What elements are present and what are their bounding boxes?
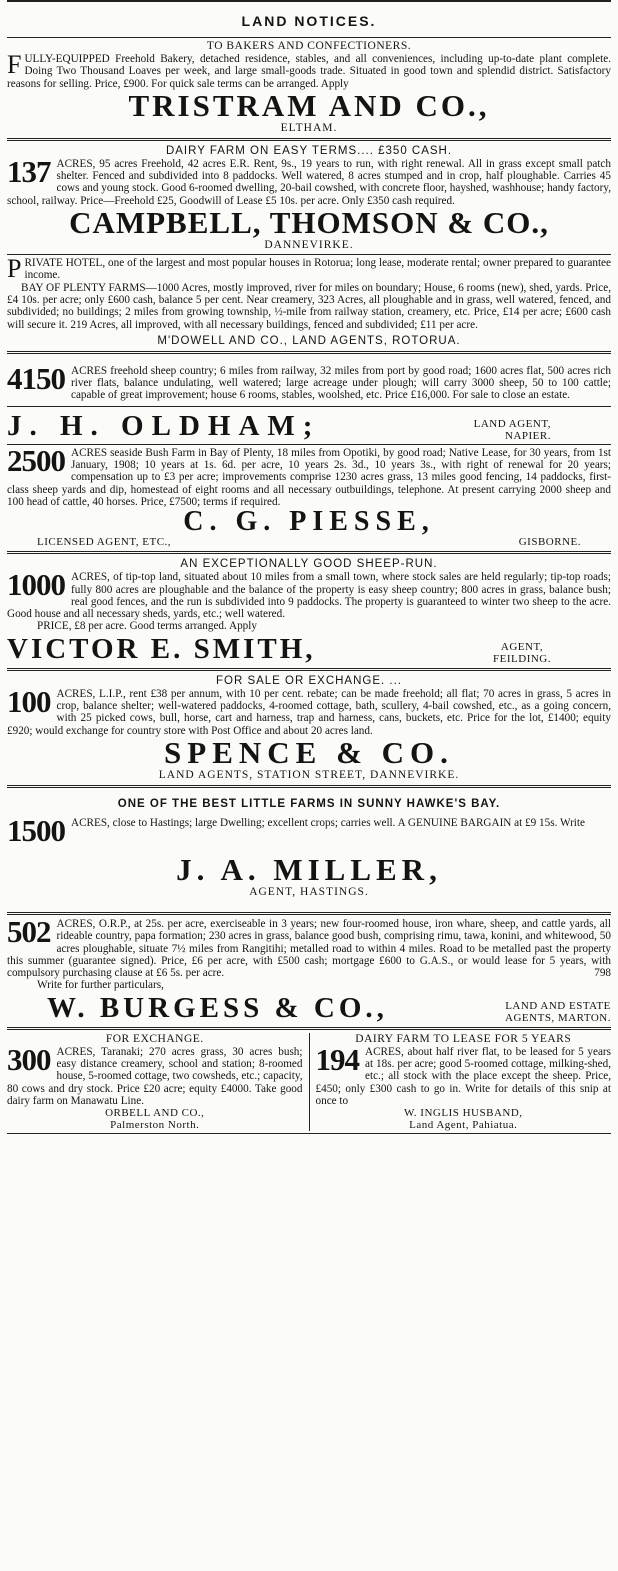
agent-title-2: AGENTS, MARTON. — [505, 1011, 611, 1024]
acreage-number: 100 — [7, 683, 51, 719]
agent-name: W. INGLIS HUSBAND, — [403, 1107, 523, 1120]
agent-name: SPENCE & CO. — [164, 734, 454, 770]
agent-name: C. G. PIESSE, — [183, 506, 435, 538]
divider — [7, 37, 611, 38]
ad-body: ACRES, O.R.P., at 25s. per acre, exerciseable in 3 years; new four-roomed house, iron whare, sheep, and cattle yards, all rideable country, papa formation; 230 acres in grass, balance good bush, comprising rimu, tawa, konini, and whitewood, 50 acres ploughable, situate 7½ miles from Rangitihi; metalled road to within 4 miles. Road to be metalled past the property this summer (guarantee signed). Price, £6 per acre, with £500 cash; mortgage £600 to G.A.S., or would lease for 5 years, with compulsory purchasing clause at £6 5s. per acre. — [7, 917, 611, 980]
acreage-number: 502 — [7, 913, 51, 949]
divider — [7, 444, 611, 445]
acreage-number: 1000 — [7, 567, 65, 603]
ad-body: ACRES seaside Bush Farm in Bay of Plenty, 18 miles from Opotiki, by good road; Native Lease, for 30 years, from 1st January, 1908; 10 years at 1s. 6d. per acre, 10 years 2s. 3d., 10 years 3s., with right of renewal for 20 years; compensation up to £3 per acre; improvements comprise 1230 acres grass, 13 miles good fencing, 14 paddocks, first-class sheep yards and dip, homestead of eight rooms and all necessary outbuildings, telephone. At present carrying 2000 sheep and 100 head of cattle, 40 horses. Price, £7500; terms if required. — [7, 446, 611, 508]
agent-location: ELTHAM. — [280, 121, 338, 134]
ad-sale-exchange — [7, 674, 611, 782]
agent-location: Palmerston North. — [110, 1119, 200, 1132]
divider — [7, 406, 611, 407]
ad-body: ACRES, 95 acres Freehold, 42 acres E.R. Rent, 9s., 19 years to run, with right renewal. All in grass except small patch shelter. Fenced and subdivided into 8 paddocks. Well watered, 8 acres stumped and in crop, half ploughable. Carries 45 cows and young stock. Good 6-roomed dwelling, 20-bail cowshed, with concrete floor, hayshed, washhouse; handy factory, school, railway. Price—Freehold £25, Goodwill of Lease £5 10s. per acre. Only £350 cash required. — [7, 157, 611, 207]
lead-letter: P — [7, 254, 22, 284]
ad-dairy-farm — [7, 144, 611, 252]
page-header: LAND NOTICES. — [7, 0, 611, 35]
lead-letter: F — [7, 50, 22, 79]
agent-location: FEILDING. — [493, 652, 551, 665]
agent-title: LAND AND ESTATE — [505, 999, 611, 1012]
agent-name: M'DOWELL AND CO., LAND AGENTS, ROTORUA. — [157, 334, 461, 347]
ad-sheep-run — [7, 557, 611, 664]
ad-body-2: BAY OF PLENTY FARMS—1000 Acres, mostly improved, river for miles on boundary; House, 6 rooms (new), shed, yards. Price, £4 10s. per acre; only £600 cash, balance 5 per cent. Near creamery, 323 Acres, all ploughable and in grass, well watered, fenced, and subdivided; no buildings; 2 miles from growing township, ½-mile from railway station, creamery, etc. Price, £14 per acre; £600 cash will secure it. 219 Acres, all improved, with all necessary buildings, fenced and subdivided; £11 per acre. — [7, 281, 611, 331]
acreage-number: 2500 — [7, 442, 65, 478]
agent-title: LICENSED AGENT, ETC., — [37, 536, 172, 549]
ad-caption: AN EXCEPTIONALLY GOOD SHEEP-RUN. — [180, 558, 438, 571]
agent-location: DANNEVIRKE. — [264, 239, 354, 252]
write-line: Write for further particulars, — [37, 979, 164, 992]
price-line: PRICE, £8 per acre. Good terms arranged. Apply — [37, 620, 257, 633]
divider — [7, 668, 611, 671]
ad-body: ACRES, about half river flat, to be leased for 5 years at 18s. per acre; good 5-roomed cottage, milking-shed, etc.; all stock with the place except the sheep. Price, £450; only £300 cash to go in. Write for details of this snip at once to — [315, 1045, 611, 1107]
ad-sheep-country — [7, 360, 611, 442]
agent-location: LAND AGENTS, STATION STREET, DANNEVIRKE. — [158, 768, 460, 781]
ad-body: ACRES, of tip-top land, situated about 10 miles from a small town, where stock sales are held regularly; tip-top roads; fully 800 acres are ploughable and the balance of the property is easy sheep country; 800 acres in grass, balance bush; real good fences, and the run is subdivided into 9 paddocks. The property is guaranteed to winter two sheep to the acre. Good house and all necessary sheds, yards, etc.; well watered. — [7, 571, 611, 621]
divider — [7, 1027, 611, 1030]
agent-name: TRISTRAM AND CO., — [128, 87, 490, 123]
agent-name: J. A. MILLER, — [176, 851, 442, 887]
agent-location: GISBORNE. — [518, 536, 581, 549]
ad-hawkes-bay — [7, 797, 611, 899]
divider — [7, 785, 611, 788]
divider — [7, 1133, 611, 1134]
divider — [7, 351, 611, 354]
ad-caption: DAIRY FARM TO LEASE FOR 5 YEARS — [355, 1032, 572, 1045]
ad-orp-farm — [7, 913, 611, 1024]
divider — [7, 138, 611, 141]
two-column-ads — [7, 1033, 611, 1131]
agent-name: W. BURGESS & CO., — [47, 991, 388, 1024]
newspaper-page — [7, 0, 611, 1563]
acreage-number: 300 — [7, 1041, 51, 1077]
agent-location: Land Agent, Pahiatua. — [409, 1119, 518, 1132]
agent-title: LAND AGENT, — [473, 417, 551, 430]
reference-number: 798 — [594, 967, 611, 980]
ad-exchange-farm — [7, 1033, 303, 1131]
divider — [7, 551, 611, 554]
ad-caption: DAIRY FARM ON EASY TERMS.... £350 CASH. — [165, 144, 453, 157]
ad-caption: ONE OF THE BEST LITTLE FARMS IN SUNNY HAWKE'S BAY. — [117, 797, 501, 810]
agent-name: J. H. OLDHAM; — [7, 409, 321, 442]
ad-bakery — [7, 40, 611, 135]
ad-dairy-lease — [316, 1033, 612, 1131]
ad-bush-farm — [7, 442, 611, 549]
acreage-number: 4150 — [7, 360, 65, 396]
agent-location: NAPIER. — [505, 429, 551, 442]
acreage-number: 1500 — [7, 812, 65, 848]
ad-body: ACRES freehold sheep country; 6 miles from railway, 32 miles from port by good road; 1600 acres flat, 500 acres rich river flats, balance undulating, well watered; large acreage under plough; will carry 3000 sheep, 50 to 100 cattle; capable of great improvement; house 6 rooms, stables, woolshed, etc. Price £16,000. For sale to close an estate. — [71, 364, 611, 402]
acreage-number: 137 — [7, 153, 51, 189]
ad-body: ULLY-EQUIPPED Freehold Bakery, detached residence, stables, and all conveniences, including up-to-date plant complete. Doing Two Thousand Loaves per week, and large small-goods trade. Situated in good town and splendid district. Satisfactory reasons for selling. Price, £900. For quick sale terms can be arranged. Apply — [7, 53, 611, 90]
ad-body: ACRES, close to Hastings; large Dwelling; excellent crops; carries well. A GENUINE BARGAIN at £9 15s. Write — [71, 816, 585, 829]
ad-caption: FOR SALE OR EXCHANGE. ... — [215, 674, 403, 687]
agent-name: CAMPBELL, THOMSON & CO., — [69, 205, 549, 241]
ad-private-hotel — [7, 254, 611, 348]
agent-name: ORBELL AND CO., — [105, 1107, 205, 1120]
column-divider — [309, 1033, 310, 1131]
ad-caption: FOR EXCHANGE. — [105, 1032, 204, 1045]
agent-name: VICTOR E. SMITH, — [7, 632, 316, 665]
divider — [7, 254, 611, 255]
ad-body: ACRES, Taranaki; 270 acres grass, 30 acres bush; easy distance creamery, school and station; 8-roomed house, 5-roomed cottage, two cowsheds, etc.; capacity, 80 cows and dry stock. Price £20 acre; equity £4000. Take good dairy farm on Manawatu Line. — [7, 1045, 303, 1107]
acreage-number: 194 — [315, 1041, 359, 1077]
agent-location: AGENT, HASTINGS. — [249, 885, 369, 898]
ad-caption: TO BAKERS AND CONFECTIONERS. — [206, 40, 412, 52]
ad-body: RIVATE HOTEL, one of the largest and most popular houses in Rotorua; long lease, moderate rental; owner prepared to guarantee income. — [24, 257, 611, 282]
ad-body: ACRES, L.I.P., rent £38 per annum, with 10 per cent. rebate; can be made freehold; all flat; 70 acres in grass, 5 acres in crop, balance shelter; well-watered paddocks, 4-roomed cottage, bath, scullery, 4-bail cowshed, etc., as a going concern, with 25 picked cows, bull, horse, cart and harness, trap and harness, cans, buckets, etc. Price for the lot, £1400; equity £920; would exchange for country store with Post Office and about 20 acres land. — [7, 687, 611, 737]
agent-title: AGENT, — [500, 640, 544, 653]
divider — [7, 912, 611, 915]
